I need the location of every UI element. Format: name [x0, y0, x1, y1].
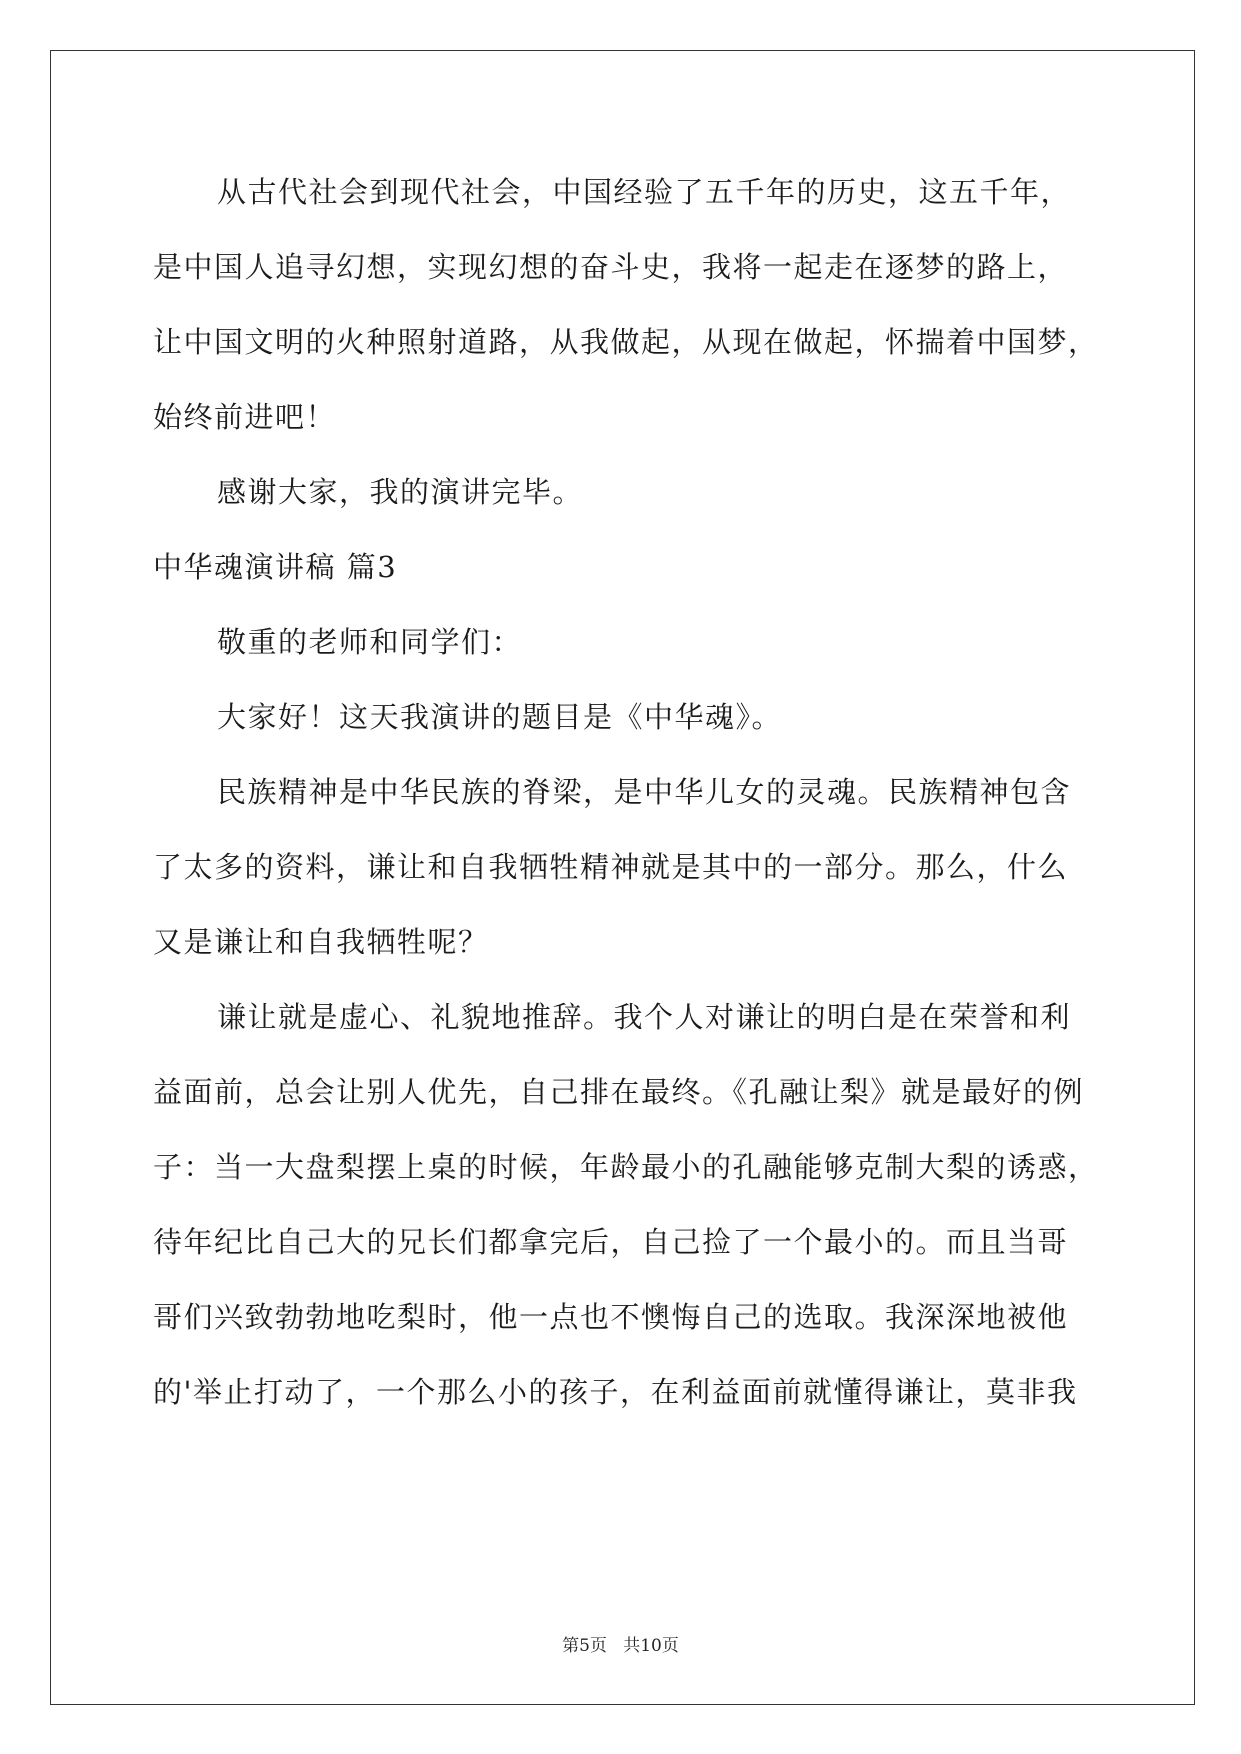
page-total: 共10页: [623, 1636, 679, 1656]
paragraph-line: 益面前，总会让别人优先，自己排在最终。《孔融让梨》就是最好的例: [153, 1075, 1085, 1109]
paragraph-line: 从古代社会到现代社会，中国经验了五千年的历史，这五千年，: [217, 175, 1072, 209]
paragraph-line: 谦让就是虚心、礼貌地推辞。我个人对谦让的明白是在荣誉和利: [217, 1000, 1072, 1034]
paragraph-line: 哥们兴致勃勃地吃梨时，他一点也不懊悔自己的选取。我深深地被他: [153, 1300, 1069, 1334]
paragraph-line: 感谢大家，我的演讲完毕。: [217, 475, 584, 509]
paragraph-line: 大家好！这天我演讲的题目是《中华魂》。: [217, 700, 783, 734]
paragraph-line: 了太多的资料，谦让和自我牺牲精神就是其中的一部分。那么，什么: [153, 850, 1069, 884]
paragraph-line: 待年纪比自己大的兄长们都拿完后，自己捡了一个最小的。而且当哥: [153, 1225, 1069, 1259]
page-footer: [0, 1631, 1241, 1656]
paragraph-line: 子：当一大盘梨摆上桌的时候，年龄最小的孔融能够克制大梨的诱惑，: [153, 1150, 1099, 1184]
page-number: 第5页: [562, 1636, 607, 1656]
salutation: 敬重的老师和同学们：: [217, 625, 523, 659]
paragraph-line: 又是谦让和自我牺牲呢？: [153, 925, 489, 959]
paragraph-line: 民族精神是中华民族的脊梁，是中华儿女的灵魂。民族精神包含: [217, 775, 1072, 809]
section-heading: 中华魂演讲稿 篇3: [153, 550, 398, 584]
paragraph-line: 始终前进吧！: [153, 400, 337, 434]
paragraph-line: 是中国人追寻幻想，实现幻想的奋斗史，我将一起走在逐梦的路上，: [153, 250, 1069, 284]
paragraph-line: 让中国文明的火种照射道路，从我做起，从现在做起，怀揣着中国梦，: [153, 325, 1099, 359]
paragraph-line: 的'举止打动了，一个那么小的孩子，在利益面前就懂得谦让，莫非我: [153, 1375, 1078, 1409]
